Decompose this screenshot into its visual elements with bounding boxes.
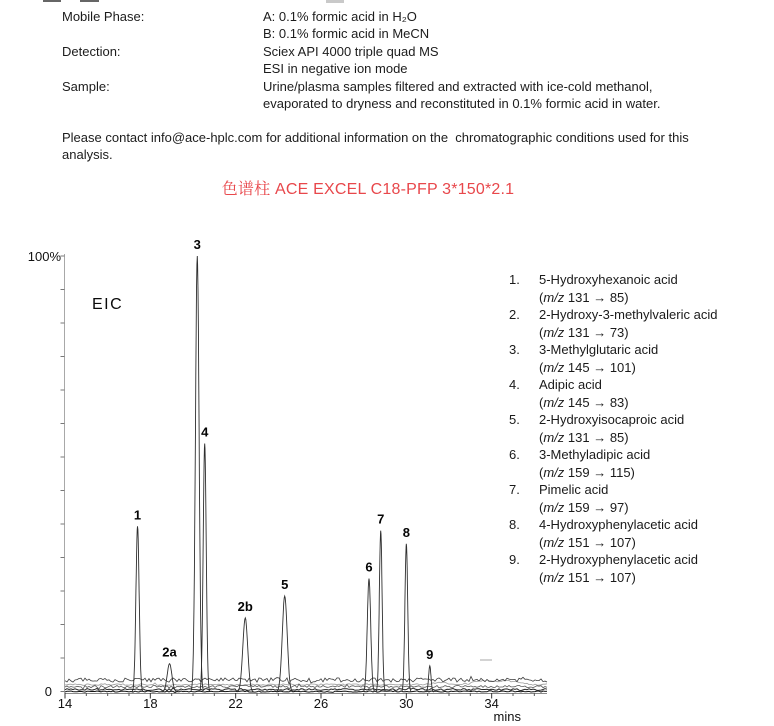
- legend-item: [509, 481, 771, 516]
- legend-item: [509, 376, 771, 411]
- mz-transition: (m/z 159 → 115): [539, 464, 635, 480]
- compound-name: 2-Hydroxyisocaproic acid: [539, 412, 685, 427]
- peak-label: 1: [133, 507, 142, 523]
- spec-label: Detection:: [62, 43, 121, 59]
- compound-name: 4-Hydroxyphenylacetic acid: [539, 517, 698, 532]
- legend-item: [509, 446, 771, 481]
- compound-name: 5-Hydroxyhexanoic acid: [539, 272, 678, 287]
- svg-text:22: 22: [228, 696, 243, 711]
- legend-item: [509, 306, 771, 341]
- compound-name: 3-Methyladipic acid: [539, 447, 651, 462]
- mz-transition: (m/z 131 → 85): [539, 289, 629, 305]
- compound-name: 3-Methylglutaric acid: [539, 342, 659, 357]
- legend-item-number: 6.: [509, 447, 520, 462]
- svg-text:18: 18: [143, 696, 158, 711]
- peak-label: 8: [402, 524, 410, 540]
- legend-item-number: 8.: [509, 517, 520, 532]
- spec-value: B: 0.1% formic acid in MeCN: [263, 26, 430, 42]
- svg-text:14: 14: [57, 696, 73, 711]
- peak-label: 4: [201, 424, 209, 440]
- eic-label: EIC: [92, 296, 124, 313]
- peak-label: 6: [365, 559, 373, 575]
- mz-transition: (m/z 131 → 73): [539, 324, 629, 340]
- compound-name: Pimelic acid: [539, 482, 609, 497]
- svg-text:30: 30: [399, 696, 414, 711]
- legend-item-number: 3.: [509, 342, 520, 357]
- peak-label: 5: [281, 577, 289, 593]
- mz-transition: (m/z 159 → 97): [539, 499, 629, 515]
- mz-transition: (m/z 131 → 85): [539, 429, 629, 445]
- spec-value: A: 0.1% formic acid in H₂O: [263, 9, 417, 24]
- svg-text:mins: mins: [493, 709, 521, 724]
- svg-text:100%: 100%: [27, 249, 61, 264]
- spec-value: ESI in negative ion mode: [263, 61, 408, 77]
- compound-name: Adipic acid: [539, 377, 602, 392]
- spec-label: Mobile Phase:: [62, 9, 145, 24]
- peak-label: 3: [193, 237, 201, 252]
- column-title: 色谱柱 ACE EXCEL C18-PFP 3*150*2.1: [221, 181, 515, 198]
- compound-name: 2-Hydroxy-3-methylvaleric acid: [539, 307, 718, 322]
- peak-label: 2a: [162, 644, 177, 660]
- peak-label: 2b: [237, 598, 253, 614]
- mz-transition: (m/z 151 → 107): [539, 534, 636, 550]
- svg-text:0: 0: [44, 684, 52, 699]
- svg-text:26: 26: [313, 696, 329, 711]
- legend-item-number: 9.: [509, 552, 520, 567]
- spec-label: Sample:: [62, 78, 110, 94]
- peak-label: 7: [377, 511, 385, 527]
- spec-value: Sciex API 4000 triple quad MS: [263, 43, 439, 59]
- legend-item-number: 2.: [509, 307, 520, 322]
- mz-transition: (m/z 145 → 83): [539, 394, 629, 410]
- legend-item-number: 5.: [509, 412, 520, 427]
- peak-label: 9: [426, 646, 434, 662]
- legend-item: [509, 516, 771, 551]
- legend-item: [509, 341, 771, 376]
- legend-item: [509, 411, 771, 446]
- spec-value: Urine/plasma samples filtered and extracted with ice-cold methanol,: [263, 78, 653, 94]
- mz-transition: (m/z 145 → 101): [539, 359, 636, 375]
- contact-note: Please contact info@ace-hplc.com for additional information on the chromatographic conditions used for this analysis.: [62, 130, 693, 163]
- spec-value: evaporated to dryness and reconstituted in 0.1% formic acid in water.: [263, 96, 661, 112]
- legend-item: [509, 551, 771, 586]
- legend-item-number: 7.: [509, 482, 520, 497]
- svg-text:34: 34: [484, 696, 499, 711]
- legend-item-number: 4.: [509, 377, 520, 392]
- peak-legend: [509, 271, 771, 586]
- mz-transition: (m/z 151 → 107): [539, 569, 636, 585]
- legend-item-number: 1.: [509, 272, 520, 287]
- legend-item: [509, 271, 771, 306]
- compound-name: 2-Hydroxyphenylacetic acid: [539, 552, 698, 567]
